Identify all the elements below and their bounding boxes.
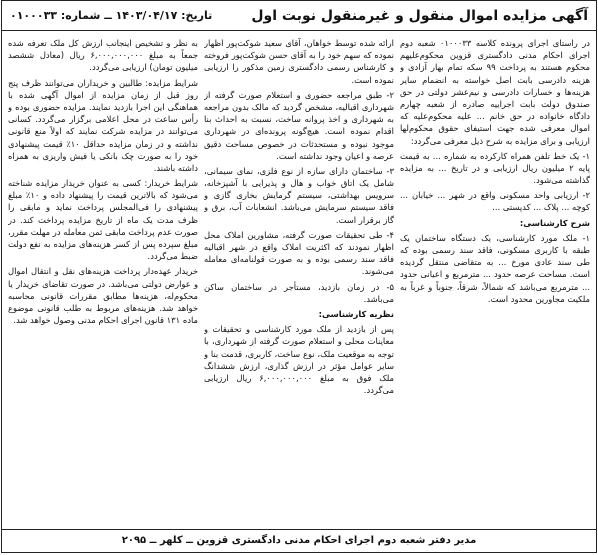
paragraph: ارائه شده توسط خواهان، آقای سعید شوکت‌پور اظهار نموده که سهم خود را به آقای حسن شوکت‌پور فروخته و کارشناس رسمی دادگستری زمین مذکور را ارزیابی نموده است.	[204, 38, 394, 85]
column-left	[8, 37, 198, 531]
paragraph: ۴- طی تحقیقات صورت گرفته، مشاورین املاک محل اظهار نمودند که اکثریت املاک واقع در شهر اقبالیه فاقد سند رسمی بوده و به صورت قولنامه‌ای معامله می‌شوند.	[204, 229, 394, 277]
column-right	[400, 37, 590, 531]
paragraph: خریدار عهده‌دار پرداخت هزینه‌های نقل و انتقال اموال و عوارض دولتی می‌باشد. در صورت تقاضای خریدار یا محکوم‌له، هزینه‌ها مطابق مقررات قانونی محاسبه خواهد شد. هزینه‌های مربوط به طلب قانونی موضوع ماده ۱۳۱ قانون اجرای احکام مدنی وصول خواهد شد.	[8, 266, 198, 326]
paragraph: به نظر و تشخیص اینجانب ارزش کل ملک تعرفه شده جمعاً به مبلغ ۶,۰۰۰,۰۰۰,۰۰۰ ریال (معادل ششصد میلیون تومان) ارزیابی می‌گردد.	[8, 38, 198, 73]
newspaper-notice	[1, 0, 597, 553]
notice-meta: تاریخ: ۱۴۰۳/۰۴/۱۷ ــ شماره: ۰۱۰۰۰۳۳	[10, 9, 213, 22]
paragraph: ۲- طبق مراجعه حضوری و استعلام صورت گرفته از شهرداری اقبالیه، مشخص گردید که مالک بدون مراجعه به شهرداری و اخذ پروانه ساخت، نسبت به احداث بنا اقدام نموده است. هیچ‌گونه پرونده‌ای در شهرداری موجود نبوده و مستحدثات در خصوص مساحت دقیق عرصه و اعیان وجود نداشته است.	[204, 89, 394, 161]
paragraph: پس از بازدید از ملک مورد کارشناسی و تحقیقات و معاینات محلی و استعلام صورت گرفته از شهرداری، با توجه به موقعیت ملک، نوع ساخت، کاربری، قدمت بنا و سایر عوامل مؤثر در ارزش گذاری، ارزش ششدانگ ملک فوق به مبلغ ۶,۰۰۰,۰۰۰,۰۰۰ ریال ارزیابی می‌گردد.	[204, 324, 394, 396]
paragraph: در راستای اجرای پرونده کلاسه ۰۱۰۰۰۳۳ شعبه دوم اجرای احکام مدنی دادگستری قزوین محکوم‌علیهم محکوم هستند به پرداخت ۹۹ سکه تمام بهار آزادی و هزینه دادرسی بابت اصل خواسته به انضمام سایر هزینه‌ها و خسارات دادرسی و نیم‌عشر دولتی در حق صندوق دولت بابت اجراییه صادره از شعبه چهارم دادگاه خانواده در حق خانم ... علیه محکوم‌علیه که اموال معرفی شده جهت استیفای حقوق محکوم‌لها ارزیابی و برای مزایده به شرح ذیل معرفی می‌گردد:	[400, 38, 590, 146]
paragraph: شرایط مزایده: طالبین و خریداران می‌توانند ظرف پنج روز قبل از زمان مزایده از اموال آگهی شده با هماهنگی این اجرا بازدید نمایند. مزایده حضوری بوده و رأس ساعت در محل اعلامی برگزار می‌گردد. کسانی می‌توانند در مزایده شرکت نمایند که اولاً منع قانونی نداشته و در زمان مزایده حداقل ۱۰٪ قیمت پیشنهادی خود را به صورت چک بانکی یا فیش واریزی به همراه داشته باشند.	[8, 77, 198, 173]
notice-title: آگهی مزایده اموال منقول و غیرمنقول نوبت اول	[251, 7, 588, 24]
section-heading: نظریه کارشناسی:	[318, 308, 394, 319]
notice-footer: مدیر دفتر شعبه دوم اجرای احکام مدنی دادگستری قزوین ــ کلهر ــ ۲۰۹۵	[2, 529, 596, 552]
paragraph: ۲- ارزیابی واحد مسکونی واقع در شهر ... خیابان ... کوچه ... پلاک ... کدپستی ...	[400, 190, 590, 213]
column-middle	[204, 37, 394, 531]
paragraph: ۳- ساختمان دارای سازه از نوع فلزی، نمای سیمانی، شامل یک اتاق خواب و هال و پذیرایی با آشپزخانه، سرویس بهداشتی، سیستم گرمایش بخاری گازی و فاقد سیستم سرمایش می‌باشد. انشعابات آب، برق و گاز برقرار است.	[204, 165, 394, 225]
paragraph: ۵- در زمان بازدید، مستأجر در ساختمان ساکن می‌باشد.	[204, 281, 394, 304]
number-label: شماره: ۰۱۰۰۰۳۳	[10, 9, 101, 22]
date-label: تاریخ: ۱۴۰۳/۰۴/۱۷	[115, 9, 213, 22]
section-heading: شرح کارشناسی:	[519, 217, 590, 228]
notice-columns	[2, 31, 596, 531]
paragraph: ۱- یک خط تلفن همراه کارکرده به شماره ... به قیمت پایه ۲ میلیون ریال ارزیابی و در تاریخ ... به مزایده گذاشته می‌شود.	[400, 150, 590, 186]
notice-header	[2, 1, 596, 31]
paragraph: شرایط خریدار: کسی به عنوان خریدار مزایده شناخته می‌شود که بالاترین قیمت را پیشنهاد داده و ۱۰٪ مبلغ پیشنهادی را فی‌المجلس پرداخت نماید و مابقی را ظرف مدت یک ماه از تاریخ مزایده پرداخت کند. در صورت عدم پرداخت مابقی ثمن معامله در مهلت مقرر، مبلغ سپرده پس از کسر هزینه‌های مزایده به نفع دولت ضبط می‌گردد.	[8, 178, 198, 262]
paragraph: ۱- ملک مورد کارشناسی، یک دستگاه ساختمان یک طبقه با کاربری مسکونی، فاقد سند رسمی بوده که طی سند عادی مورخ ... به متقاضی منتقل گردیده است. مساحت عرصه حدود ... مترمربع و اعیانی حدود ... مترمربع می‌باشد که شمالاً، شرقاً، جنوباً و غرباً به ملکیت مجاورین محدود است.	[400, 232, 590, 304]
